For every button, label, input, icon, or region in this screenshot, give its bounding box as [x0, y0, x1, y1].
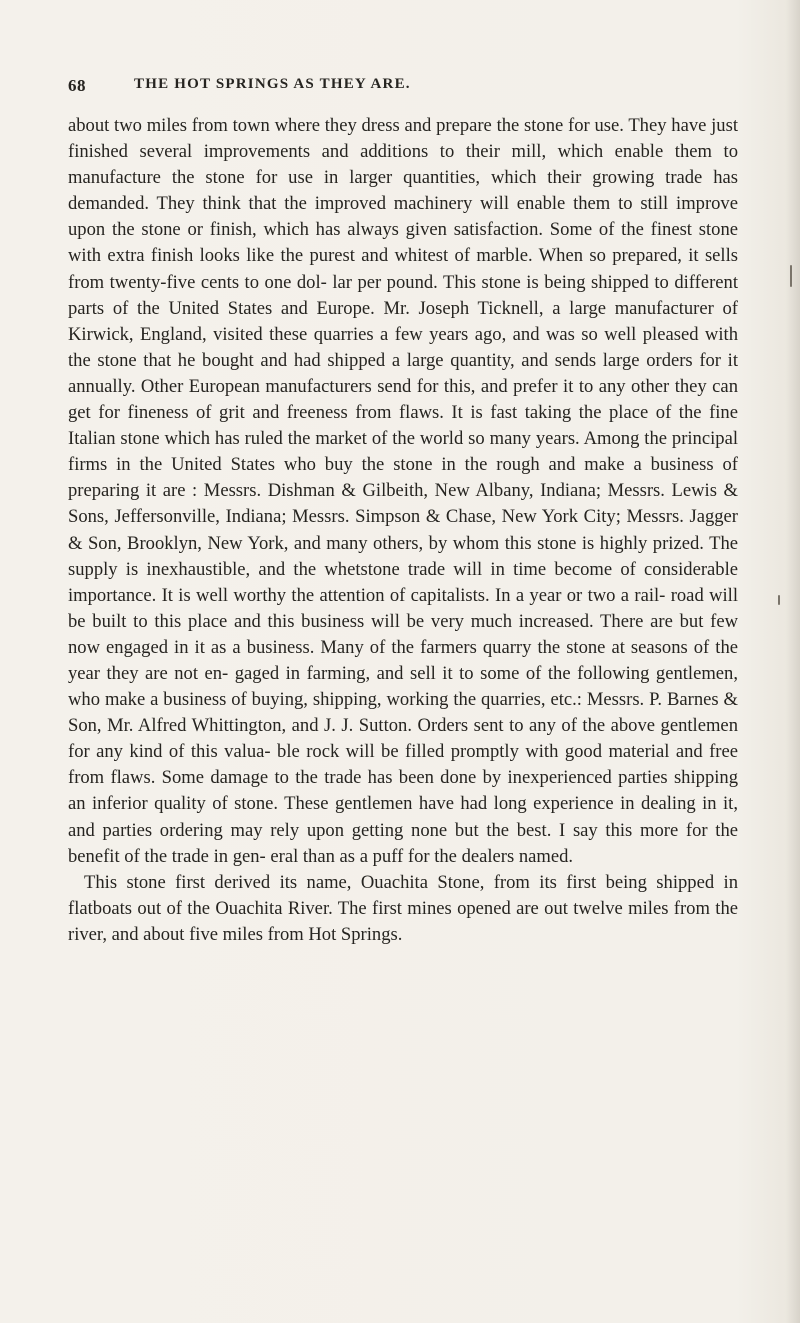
- paragraph: This stone first derived its name, Ouachita Stone, from its first being shipped in flatboats out of the Ouachita River. The first mines opened are out twelve miles from the river, and about five miles from Hot Springs.: [68, 871, 738, 945]
- page-edge-shadow: [786, 0, 800, 1323]
- page-header: [68, 76, 708, 102]
- running-head: THE HOT SPRINGS AS THEY ARE.: [134, 76, 411, 92]
- print-speck: [778, 595, 780, 605]
- body-text: [68, 113, 738, 948]
- print-speck: [790, 265, 792, 287]
- paragraph: about two miles from town where they dress and prepare the stone for use. They have just finished several improvements and additions to their mill, which enable them to manufacture the stone for use in larger quantities, which their growing trade has demanded. They think that the improved machinery will enable them to still improve upon the stone or finish, which has always given satisfaction. Some of the finest stone with extra finish looks like the purest and whitest of marble. When so prepared, it sells from twenty-five cents to one dol- lar per pound. This stone is being shipped to different parts of the United States and Europe. Mr. Joseph Ticknell, a large manufacturer of Kirwick, England, visited these quarries a few years ago, and was so well pleased with the stone that he bought and had shipped a large quantity, and sends large orders for it annually. Other European manufacturers send for this, and prefer it to any other they can get for fineness of grit and freeness from flaws. It is fast taking the place of the fine Italian stone which has ruled the market of the world so many years. Among the principal firms in the United States who buy the stone in the rough and make a business of preparing it are : Messrs. Dishman & Gilbeith, New Albany, Indiana; Messrs. Lewis & Sons, Jeffersonville, Indiana; Messrs. Simpson & Chase, New York City; Messrs. Jagger & Son, Brooklyn, New York, and many others, by whom this stone is highly prized. The supply is inexhaustible, and the whetstone trade will in time become of considerable importance. It is well worthy the attention of capitalists. In a year or two a rail- road will be built to this place and this business will be very much increased. There are but few now engaged in it as a business. Many of the farmers quarry the stone at seasons of the year they are not en- gaged in farming, and sell it to some of the following gentlemen, who make a business of buying, shipping, working the quarries, etc.: Messrs. P. Barnes & Son, Mr. Alfred Whittington, and J. J. Sutton. Orders sent to any of the above gentlemen for any kind of this valua- ble rock will be filled promptly with good material and free from flaws. Some damage to the trade has been done by inexperienced parties shipping an inferior quality of stone. These gentlemen have had long experience in dealing in it, and parties ordering may rely upon getting none but the best. I say this more for the benefit of the trade in gen- eral than as a puff for the dealers named.: [68, 115, 738, 867]
- page-number: 68: [68, 76, 86, 95]
